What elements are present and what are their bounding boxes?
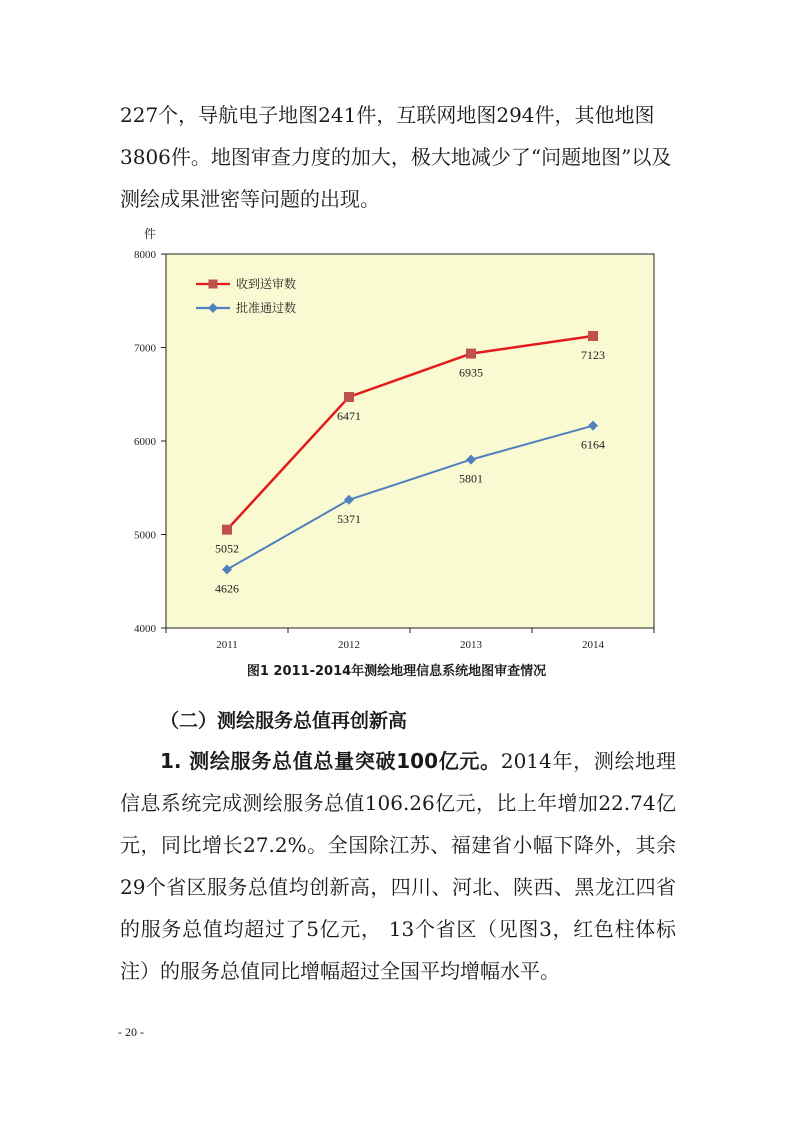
- data-point: [466, 349, 476, 359]
- x-tick-label: 2012: [338, 639, 360, 651]
- x-tick-label: 2014: [582, 639, 604, 651]
- legend-label: 批准通过数: [236, 301, 297, 315]
- paragraph-top: 227个，导航电子地图241件，互联网地图294件，其他地图3806件。地图审查力度的加大，极大地减少了“问题地图”以及测绘成果泄密等问题的出现。: [120, 103, 672, 211]
- paragraph-body: 2014年，测绘地理信息系统完成测绘服务总值106.26亿元，比上年增加22.74亿元，同比增长27.2%。全国除江苏、福建省小幅下降外，其余29个省区服务总值均创新高，四川、河北、陕西、黑龙江四省的服务总值均超过了5亿元， 13个省区（见图3，红色柱体标注）的服务总值同比增幅超过全国平均增幅水平。: [120, 749, 676, 983]
- data-label: 5801: [459, 471, 483, 486]
- data-label: 5052: [215, 541, 239, 556]
- data-label: 6471: [337, 408, 361, 423]
- y-tick-label: 7000: [134, 342, 156, 355]
- y-unit-label: 件: [144, 227, 157, 241]
- data-label: 6164: [581, 437, 605, 452]
- data-label: 7123: [581, 347, 605, 362]
- y-tick-label: 6000: [134, 436, 156, 448]
- legend-label: 收到送审数: [236, 277, 297, 291]
- legend-marker: [209, 280, 218, 289]
- x-tick-label: 2013: [460, 639, 482, 651]
- data-point: [344, 392, 354, 402]
- data-label: 6935: [459, 365, 483, 380]
- figure-caption: 图1 2011-2014年测绘地理信息系统地图审查情况: [246, 664, 547, 679]
- x-tick-label: 2011: [216, 639, 238, 651]
- line-chart: [120, 224, 665, 651]
- data-label: 5371: [337, 511, 361, 526]
- y-tick-label: 8000: [134, 249, 156, 261]
- section-heading: （二）测绘服务总值再创新高: [160, 710, 408, 732]
- data-label: 4626: [215, 581, 239, 596]
- y-tick-label: 5000: [134, 529, 156, 542]
- page-number: - 20 -: [118, 1025, 144, 1039]
- paragraph-lead: 1. 测绘服务总值总量突破100亿元。: [160, 749, 501, 773]
- paragraph-bottom: [120, 740, 676, 992]
- data-point: [588, 331, 598, 341]
- data-point: [222, 525, 232, 535]
- chart-svg: [120, 224, 665, 651]
- chart-canvas: [120, 224, 665, 651]
- y-tick-label: 4000: [134, 623, 156, 635]
